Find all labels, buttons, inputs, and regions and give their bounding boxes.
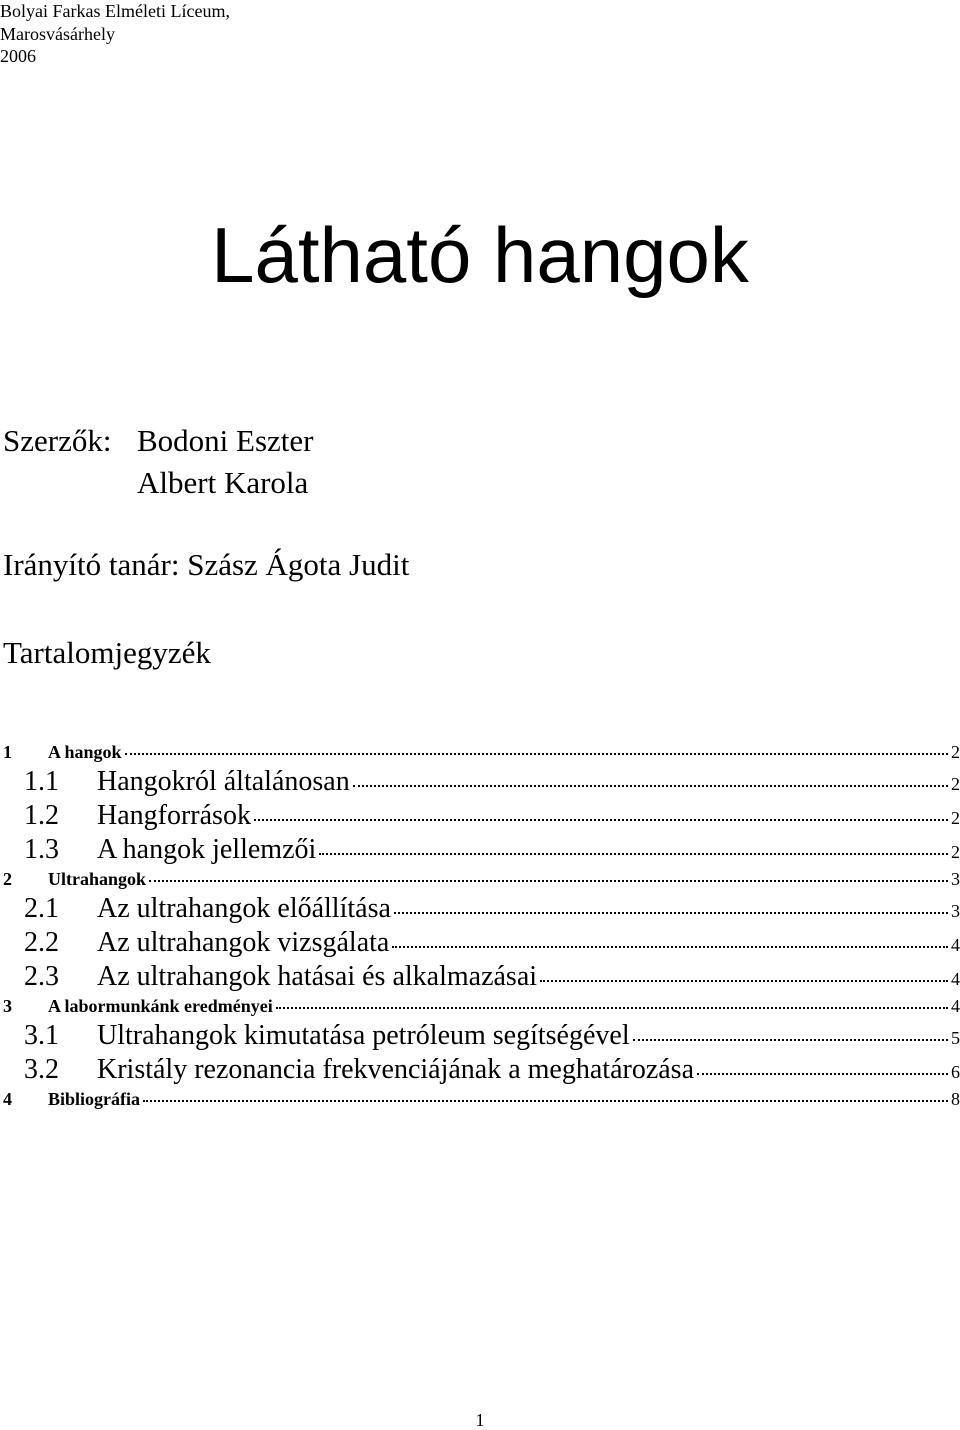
toc-entry[interactable] <box>0 1087 960 1112</box>
toc-entry-page: 4 <box>951 969 960 989</box>
toc-entry-number: 2.2 <box>24 927 59 958</box>
toc-entry-title: Hangforrások <box>97 800 251 831</box>
author-name: Bodoni Eszter <box>137 423 314 458</box>
dot-leader <box>394 912 948 914</box>
toc-entry[interactable] <box>0 1053 960 1087</box>
authors-label: Szerzők: <box>3 423 112 458</box>
toc-entry-page: 2 <box>951 742 960 762</box>
toc-entry-title: Hangokról általánosan <box>97 766 350 797</box>
page-number: 1 <box>475 1410 485 1430</box>
dot-leader <box>633 1039 948 1041</box>
toc-entry-number: 1 <box>3 742 12 762</box>
toc-entry-page: 5 <box>951 1028 960 1048</box>
toc-entry-page: 2 <box>951 808 960 828</box>
toc-entry-page: 4 <box>951 996 960 1016</box>
toc-entry-title: Ultrahangok <box>48 869 147 889</box>
toc-entry-number: 1.3 <box>24 834 59 865</box>
toc-entry[interactable] <box>0 926 960 960</box>
toc-entry-number: 2.3 <box>24 961 59 992</box>
dot-leader <box>392 946 948 948</box>
toc-entry-number: 1.1 <box>24 766 59 797</box>
toc-entry-page: 3 <box>951 901 960 921</box>
school-city: Marosvásárhely <box>0 23 115 44</box>
toc-entry-title: A hangok <box>48 742 122 762</box>
dot-leader <box>125 753 948 755</box>
toc-entry-number: 3.1 <box>24 1020 59 1051</box>
dot-leader <box>149 880 948 882</box>
toc-entry-page: 6 <box>951 1062 960 1082</box>
dot-leader <box>143 1100 948 1102</box>
toc-entry[interactable] <box>0 994 960 1019</box>
toc-entry-title: Bibliográfia <box>48 1089 141 1109</box>
toc-entry-page: 3 <box>951 869 960 889</box>
toc-entry-title: A hangok jellemzői <box>97 834 317 865</box>
toc-entry-title: Az ultrahangok előállítása <box>97 893 391 924</box>
toc-entry[interactable] <box>0 867 960 892</box>
toc-entry[interactable] <box>0 833 960 867</box>
toc-entry-page: 8 <box>951 1089 960 1109</box>
toc-entry-number: 2 <box>3 869 12 889</box>
toc-entry-number: 1.2 <box>24 800 59 831</box>
toc-entry-title: Az ultrahangok vizsgálata <box>97 927 390 958</box>
toc-entry-page: 2 <box>951 842 960 862</box>
toc-entry[interactable] <box>0 799 960 833</box>
toc-entry-title: Kristály rezonancia frekvenciájának a meghatározása <box>97 1054 694 1085</box>
toc-entry-number: 4 <box>3 1089 12 1109</box>
toc-entry[interactable] <box>0 740 960 765</box>
supervisor-line: Irányító tanár: Szász Ágota Judit <box>3 547 410 582</box>
school-name: Bolyai Farkas Elméleti Líceum, <box>0 1 230 21</box>
toc-entry[interactable] <box>0 892 960 926</box>
toc-entry-title: Az ultrahangok hatásai és alkalmazásai <box>97 961 538 992</box>
toc-entry-number: 3.2 <box>24 1054 59 1085</box>
school-header <box>0 0 230 68</box>
toc-entry-number: 2.1 <box>24 893 59 924</box>
toc-entry[interactable] <box>0 765 960 799</box>
toc-entry[interactable] <box>0 960 960 994</box>
toc-entry-number: 3 <box>3 996 12 1016</box>
toc-entry[interactable] <box>0 1019 960 1053</box>
author-name: Albert Karola <box>137 465 309 500</box>
dot-leader <box>540 980 948 982</box>
document-title: Látható hangok <box>211 211 749 299</box>
table-of-contents <box>0 740 960 1112</box>
toc-entry-page: 2 <box>951 774 960 794</box>
dot-leader <box>254 819 948 821</box>
toc-entry-page: 4 <box>951 935 960 955</box>
toc-entry-title: A labormunkánk eredményei <box>48 996 273 1016</box>
dot-leader <box>697 1073 948 1075</box>
dot-leader <box>319 853 948 855</box>
toc-heading: Tartalomjegyzék <box>3 635 211 670</box>
dot-leader <box>353 785 948 787</box>
toc-entry-title: Ultrahangok kimutatása petróleum segítségével <box>97 1020 630 1051</box>
school-year: 2006 <box>0 46 36 66</box>
dot-leader <box>276 1007 948 1009</box>
authors-block <box>3 420 314 504</box>
